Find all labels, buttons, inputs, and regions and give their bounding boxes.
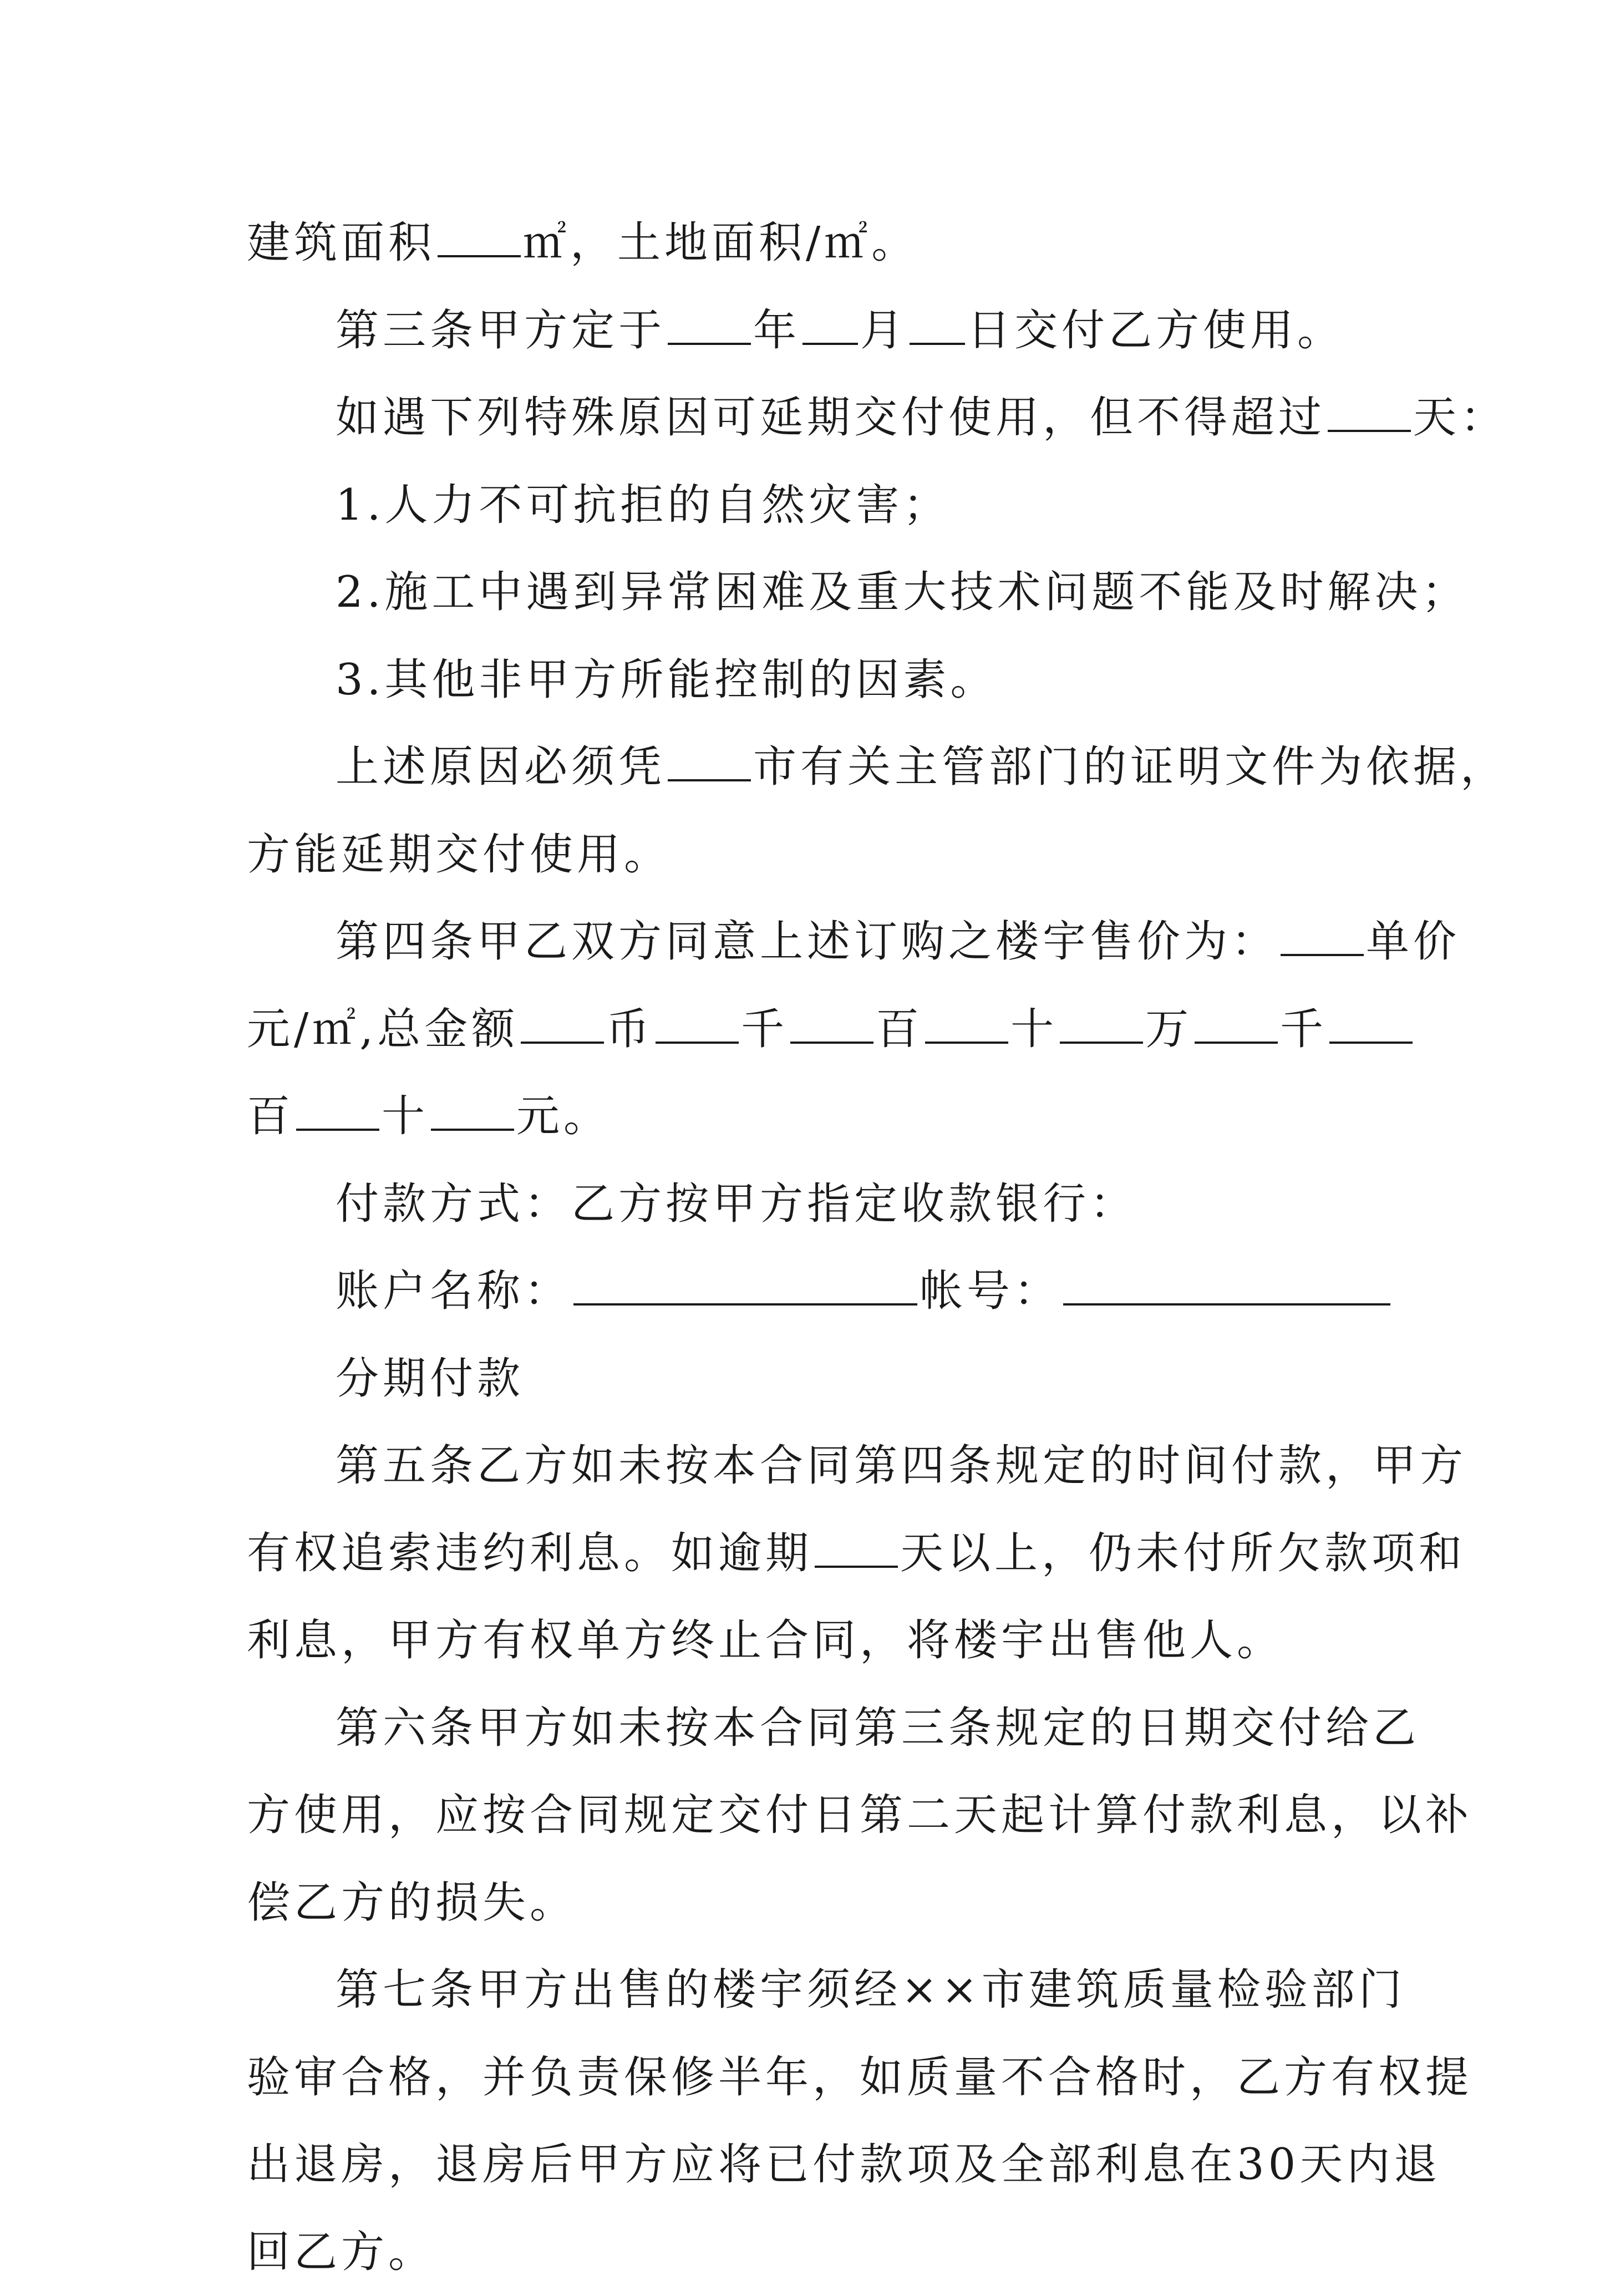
text: 第四条甲乙双方同意上述订购之楼宇售价为： <box>336 917 1278 967</box>
line-12: 付款方式：乙方按甲方指定收款银行： <box>247 1161 1378 1248</box>
contract-text <box>247 200 1378 2296</box>
line-4: 1.人力不可抗拒的自然灾害； <box>247 462 1378 550</box>
text: 百 <box>876 1004 923 1054</box>
line-13 <box>247 1248 1378 1335</box>
line-2 <box>247 287 1378 375</box>
blank-day <box>910 301 965 344</box>
line-14: 分期付款 <box>247 1335 1378 1423</box>
blank-amount <box>296 1088 379 1131</box>
text: 万 <box>1145 1004 1192 1054</box>
text: 如遇下列特殊原因可延期交付使用，但不得超过 <box>336 393 1325 443</box>
line-1 <box>247 200 1378 287</box>
text: 币 <box>606 1004 653 1054</box>
blank-month <box>802 301 858 344</box>
blank-amount <box>431 1088 514 1131</box>
text: 第三条甲方定于 <box>336 306 666 355</box>
text: 十 <box>1010 1004 1058 1054</box>
blank-days <box>1328 389 1411 432</box>
line-21: 第七条甲方出售的楼宇须经××市建筑质量检验部门 <box>247 1947 1378 2034</box>
text: 元/㎡,总金额 <box>247 1004 519 1054</box>
blank-building-area <box>438 214 521 257</box>
line-6: 3.其他非甲方所能控制的因素。 <box>247 637 1378 724</box>
line-16 <box>247 1510 1378 1598</box>
line-18: 第六条甲方如未按本合同第三条规定的日期交付给乙 <box>247 1685 1378 1772</box>
blank-account-number <box>1063 1262 1390 1306</box>
line-19: 方使用，应按合同规定交付日第二天起计算付款利息，以补 <box>247 1772 1378 1860</box>
text: 月 <box>860 306 907 355</box>
blank-amount <box>925 1000 1008 1043</box>
text: 有权追索违约利息。如逾期 <box>247 1528 812 1578</box>
line-10 <box>247 986 1378 1074</box>
text: 天以上，仍未付所欠款项和 <box>900 1528 1466 1578</box>
text: 市有关主管部门的证明文件为依据， <box>753 742 1507 792</box>
line-22: 验审合格，并负责保修半年，如质量不合格时，乙方有权提 <box>247 2034 1378 2122</box>
line-8: 方能延期交付使用。 <box>247 811 1378 899</box>
text: 年 <box>753 306 800 355</box>
line-15: 第五条乙方如未按本合同第四条规定的时间付款，甲方 <box>247 1423 1378 1510</box>
blank-account-name <box>573 1262 917 1306</box>
line-7 <box>247 724 1378 811</box>
text: 千 <box>741 1004 788 1054</box>
text: ㎡，土地面积/㎡。 <box>523 218 918 268</box>
text: 上述原因必须凭 <box>336 742 666 792</box>
blank-year <box>668 301 751 344</box>
text: 单价 <box>1366 917 1460 967</box>
blank-overdue-days <box>815 1524 898 1567</box>
text: 元。 <box>516 1091 611 1141</box>
text: 日交付乙方使用。 <box>967 306 1344 355</box>
text: 百 <box>247 1091 294 1141</box>
text: 帐号： <box>920 1266 1061 1316</box>
line-20: 偿乙方的损失。 <box>247 1860 1378 1947</box>
blank-city <box>668 738 751 781</box>
text: 建筑面积 <box>247 218 435 268</box>
line-17: 利息，甲方有权单方终止合同，将楼宇出售他人。 <box>247 1597 1378 1685</box>
blank-currency <box>521 1000 604 1043</box>
text: 天： <box>1413 393 1507 443</box>
line-11 <box>247 1073 1378 1161</box>
line-23: 出退房，退房后甲方应将已付款项及全部利息在30天内退 <box>247 2121 1378 2209</box>
text: 千 <box>1280 1004 1327 1054</box>
text: 账户名称： <box>336 1266 571 1316</box>
line-3 <box>247 374 1378 462</box>
blank-amount <box>656 1000 739 1043</box>
blank-amount <box>1329 1000 1413 1043</box>
blank-unit-price <box>1281 913 1364 956</box>
text: 十 <box>382 1091 429 1141</box>
blank-amount <box>790 1000 873 1043</box>
line-24: 回乙方。 <box>247 2209 1378 2296</box>
line-5: 2.施工中遇到异常困难及重大技术问题不能及时解决； <box>247 549 1378 637</box>
blank-amount <box>1195 1000 1278 1043</box>
line-9 <box>247 898 1378 986</box>
blank-amount <box>1060 1000 1143 1043</box>
